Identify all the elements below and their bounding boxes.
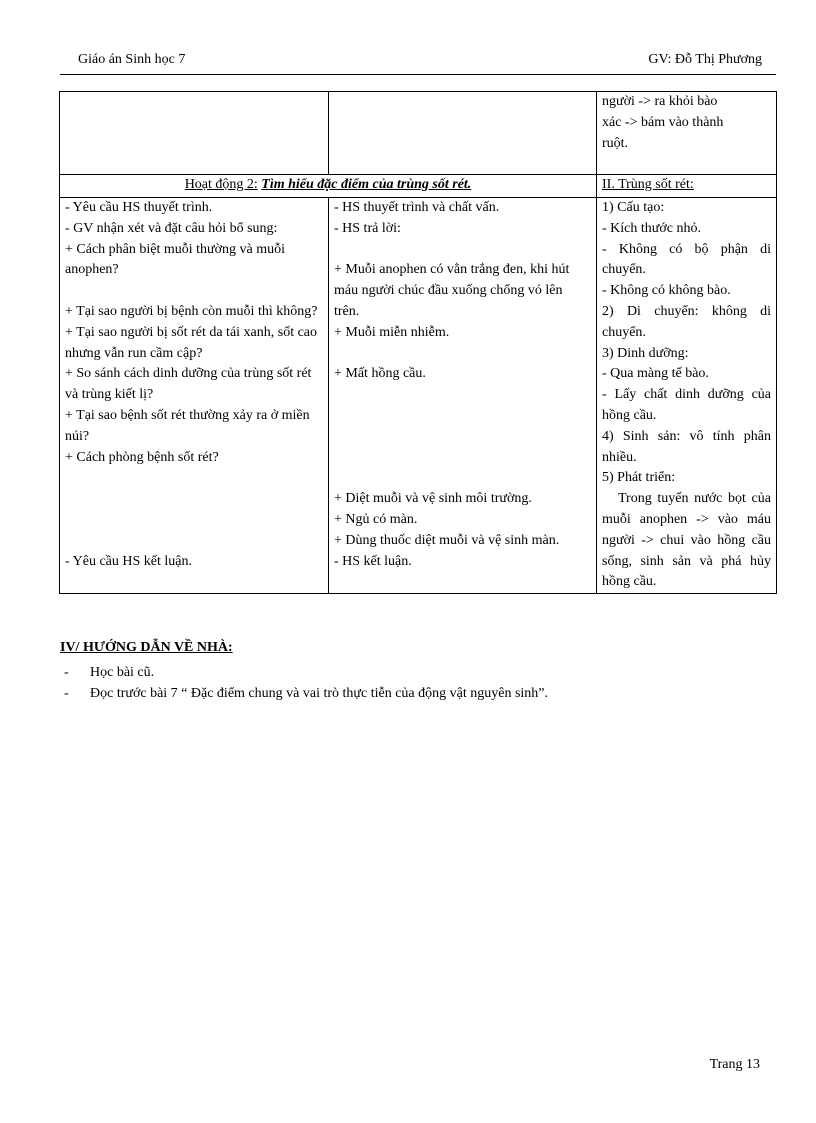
spacer	[65, 281, 323, 302]
list-item: + Tại sao bệnh sốt rét thường xảy ra ở miền núi?	[65, 407, 310, 444]
list-item: - Đọc trước bài 7 “ Đặc điểm chung và vai trò thực tiễn của động vật nguyên sinh”.	[64, 686, 548, 701]
spacer	[334, 240, 591, 261]
list-item: - Học bài cũ.	[64, 665, 155, 680]
activity-label: Hoạt động 2:	[184, 177, 258, 192]
list-item: + Diệt muỗi và vệ sinh môi trường.	[334, 491, 532, 507]
page-number: Trang 13	[709, 1057, 760, 1072]
table-row-content	[60, 198, 777, 594]
homework-list	[60, 662, 548, 704]
cell-empty-1	[60, 92, 329, 175]
spacer	[334, 468, 591, 489]
list-item: + Tại sao người bị bệnh còn muỗi thì không?	[65, 303, 318, 319]
list-item: + Cách phòng bệnh sốt rét?	[65, 449, 219, 465]
table-row-continuation	[60, 92, 777, 175]
list-item: + So sánh cách dinh dưỡng của trùng sốt rét và trùng kiết lị?	[65, 366, 312, 403]
list-item: + Muỗi miễn nhiễm.	[334, 324, 450, 340]
spacer	[334, 427, 591, 448]
list-item: - Qua màng tế bào.	[602, 366, 709, 382]
page-header	[60, 50, 776, 75]
list-item: + Cách phân biệt muỗi thường và muỗi anophen?	[65, 241, 286, 278]
list-item: + Muỗi anophen có vằn trắng đen, khi hút máu người chúc đầu xuống chổng vó lên trên.	[334, 262, 570, 319]
lesson-table	[59, 91, 777, 594]
list-item: 5) Phát triển:	[602, 470, 676, 486]
list-item: - HS thuyết trình và chất vấn.	[334, 200, 500, 215]
spacer	[65, 510, 323, 531]
homework-title: IV/ HƯỚNG DẪN VỀ NHÀ:	[60, 640, 233, 655]
list-item: 2) Di chuyển: không di chuyển.	[602, 303, 771, 340]
text-line: ruột.	[602, 135, 629, 151]
list-item: - Lấy chất dinh dưỡng của hồng cầu.	[602, 387, 771, 423]
cell-continuation-text	[597, 92, 777, 175]
text-line: xác -> bám vào thành	[602, 114, 724, 130]
list-item: Trong tuyến nước bọt của muỗi anophen -> vào máu người -> chui vào hồng cầu sống, sinh sản và phá hủy hồng cầu.	[602, 491, 771, 590]
list-item: 3) Dinh dưỡng:	[602, 345, 689, 361]
list-item: - Yêu cầu HS kết luận.	[65, 553, 192, 569]
list-item: - Yêu cầu HS thuyết trình.	[65, 200, 213, 215]
content-summary-cell	[597, 198, 777, 594]
text-line: người -> ra khỏi bào	[602, 94, 718, 109]
list-item: + Dùng thuốc diệt muỗi và vệ sinh màn.	[334, 532, 560, 548]
section-heading: II. Trùng sốt rét:	[602, 177, 694, 192]
homework-item: Đọc trước bài 7 “ Đặc điểm chung và vai trò thực tiễn của động vật nguyên sinh”.	[90, 686, 548, 701]
list-item: + Tại sao người bị sốt rét da tái xanh, sốt cao nhưng vẫn run cầm cập?	[65, 324, 318, 361]
list-item: 1) Cấu tạo:	[602, 200, 665, 215]
table-row-activity-title	[60, 175, 777, 198]
list-item: - HS trả lời:	[334, 220, 401, 236]
teacher-activity-cell	[60, 198, 329, 594]
spacer	[65, 489, 323, 510]
spacer	[334, 406, 591, 427]
list-item: + Ngủ có màn.	[334, 511, 418, 527]
activity-heading: Tìm hiểu đặc điểm của trùng sốt rét.	[261, 177, 472, 192]
student-activity-cell	[329, 198, 597, 594]
list-item: - Không có bộ phận di chuyển.	[602, 241, 771, 278]
header-subject: Giáo án Sinh học 7	[78, 52, 186, 67]
spacer	[334, 385, 591, 406]
spacer	[65, 468, 323, 489]
list-item: 4) Sinh sản: vô tính phân nhiều.	[602, 428, 771, 465]
spacer	[65, 531, 323, 552]
list-item: - Kích thước nhỏ.	[602, 220, 701, 236]
spacer	[334, 448, 591, 469]
activity-title	[60, 175, 597, 198]
spacer	[334, 344, 591, 365]
list-item: - HS kết luận.	[334, 553, 412, 569]
list-item: - GV nhận xét và đặt câu hỏi bổ sung:	[65, 220, 278, 236]
section-title	[597, 175, 777, 198]
homework-item: Học bài cũ.	[90, 665, 155, 680]
header-teacher: GV: Đỗ Thị Phương	[648, 52, 762, 67]
cell-empty-2	[329, 92, 597, 175]
list-item: + Mất hồng cầu.	[334, 366, 426, 382]
list-item: - Không có không bào.	[602, 283, 731, 299]
